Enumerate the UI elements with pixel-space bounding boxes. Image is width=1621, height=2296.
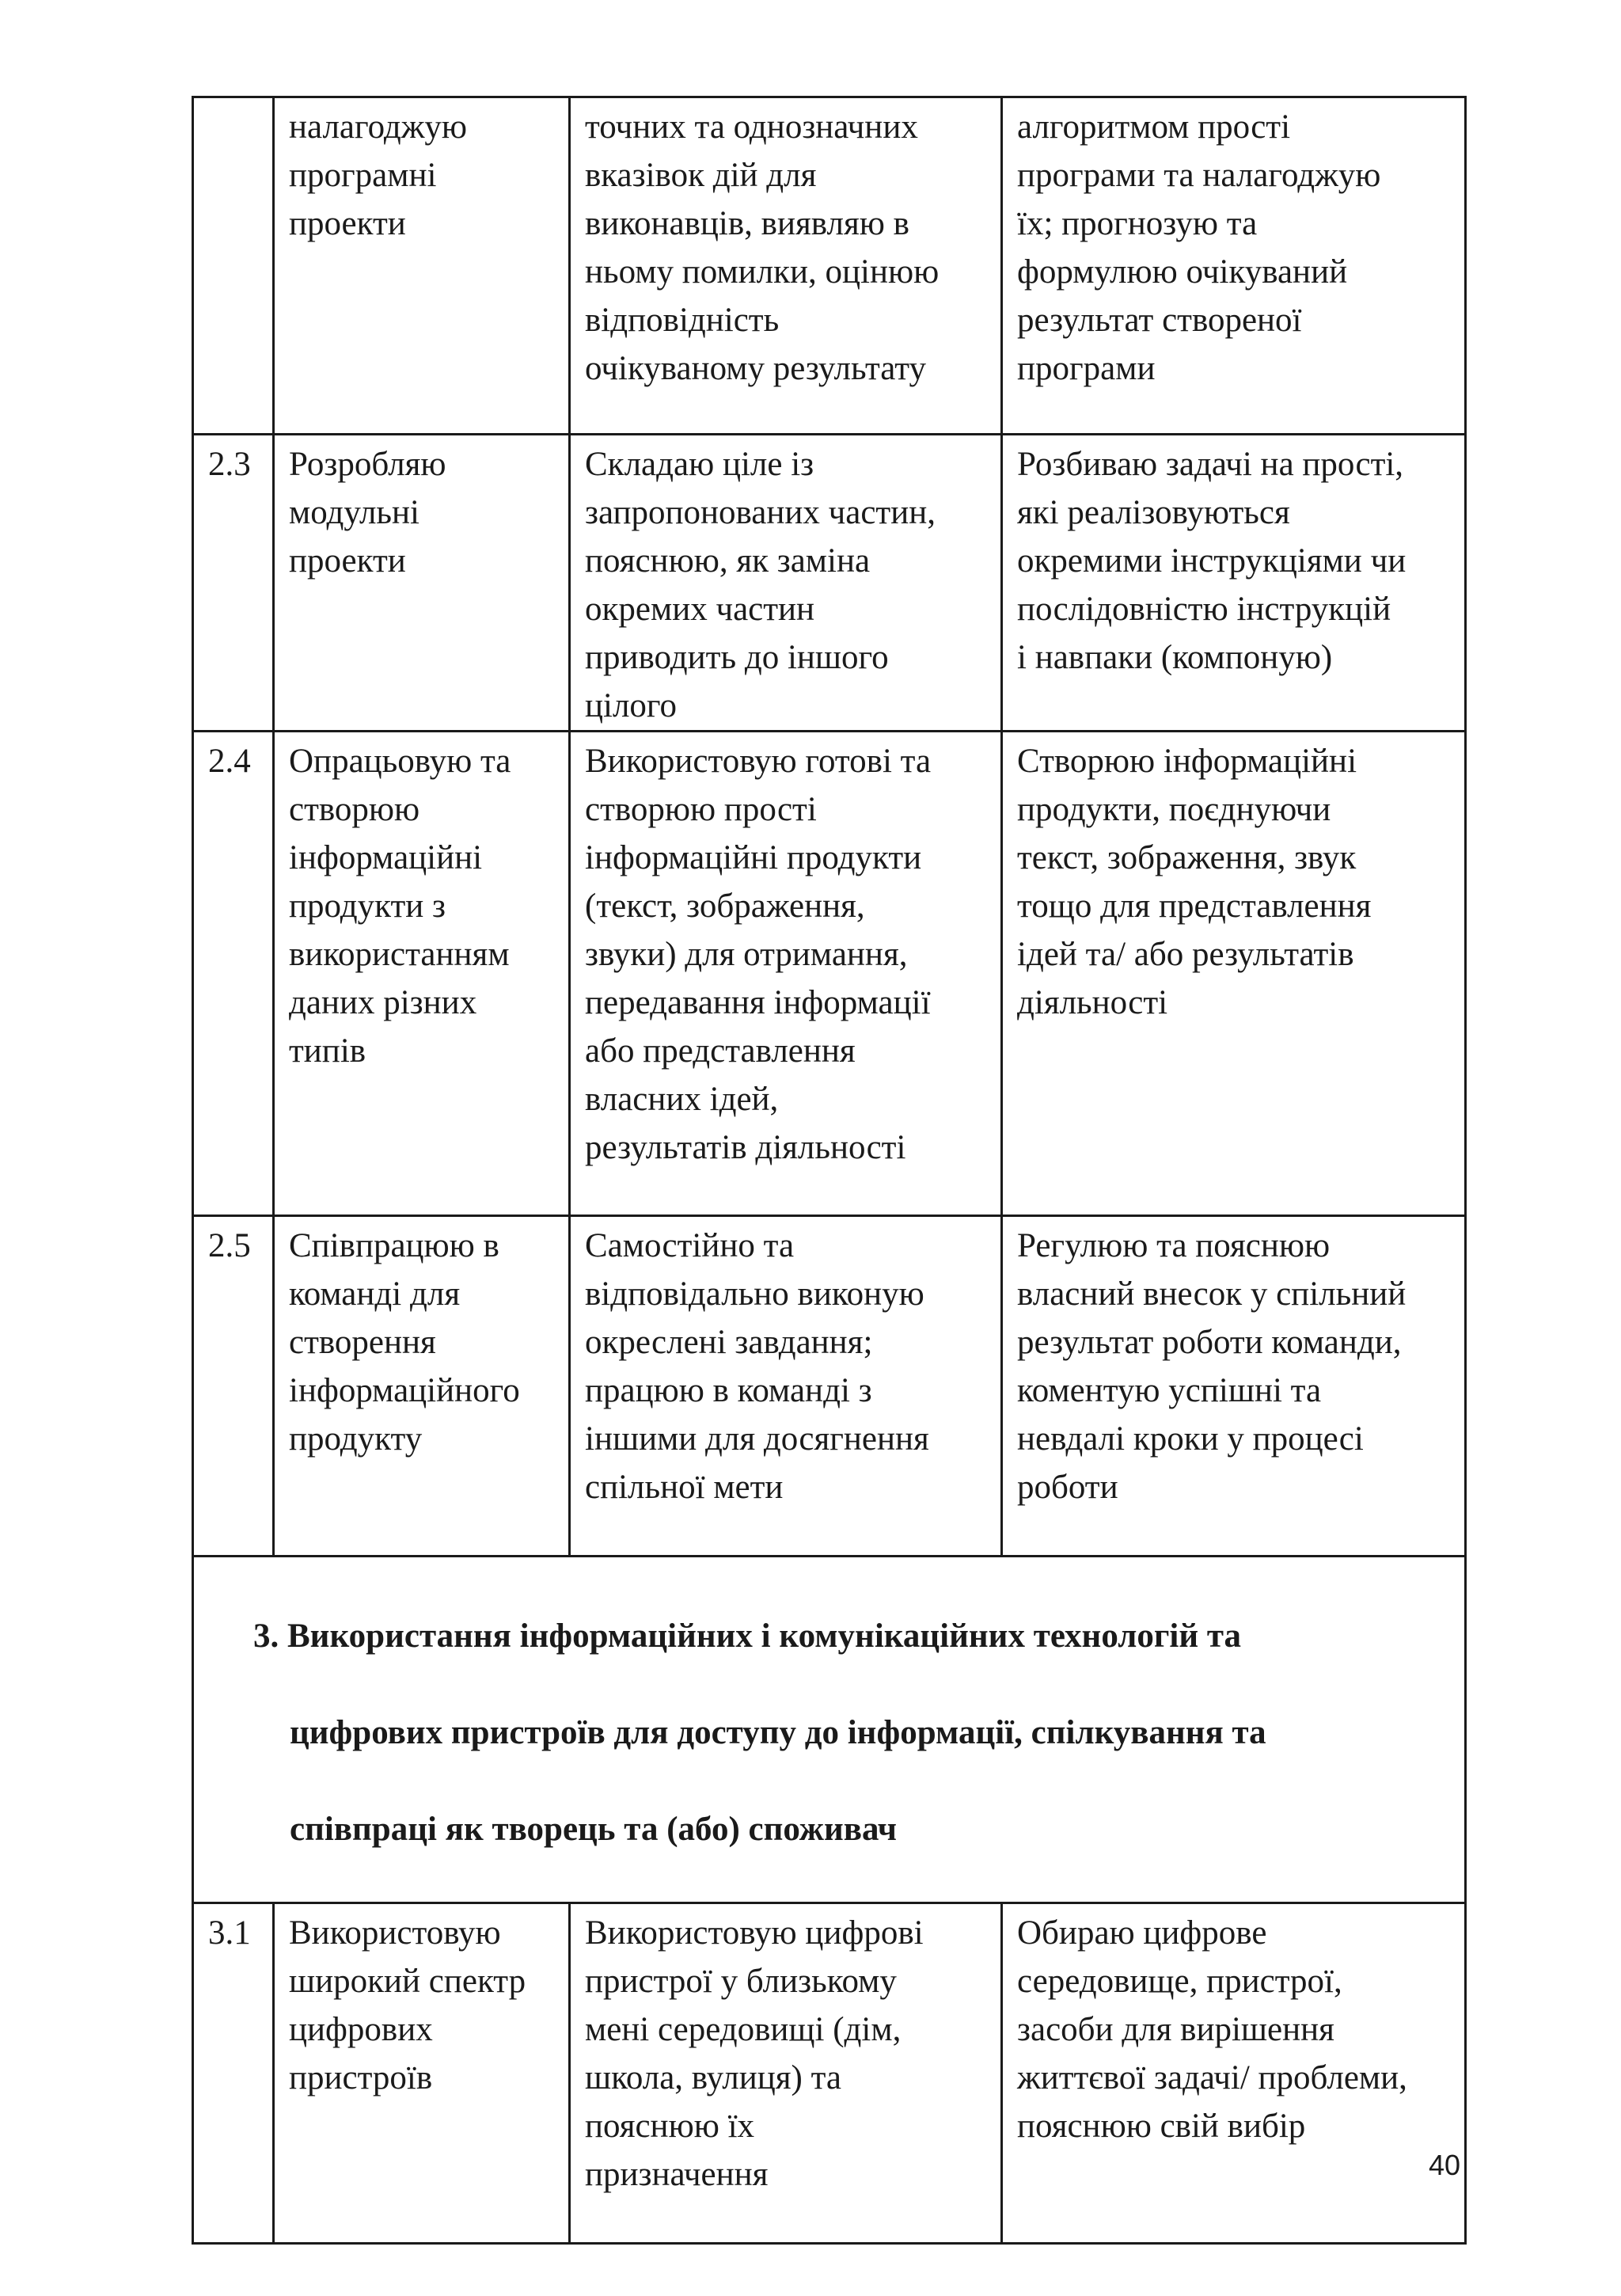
grade-3-4-cell: Розбиваю задачі на прості, які реалізовуються окремими інструкціями чи послідовністю інструкцій і навпаки (компоную) <box>1002 435 1466 732</box>
table-row-2-5 <box>193 1216 1466 1557</box>
table-row-continued <box>193 97 1466 435</box>
grade-3-4-cell: Обираю цифрове середовище, пристрої, засоби для вирішення життєвої задачі/ проблеми, пояснюю свій вибір <box>1002 1903 1466 2244</box>
section-heading-line-1: 3. Використання інформаційних і комунікаційних технологій та <box>253 1617 1242 1655</box>
grade-1-2-cell: точних та однозначних вказівок дій для виконавців, виявляю в ньому помилки, оцінюю відповідність очікуваному результату <box>570 97 1002 435</box>
grade-1-2-cell: Складаю ціле із запропонованих частин, пояснюю, як заміна окремих частин приводить до іншого цілого <box>570 435 1002 732</box>
row-number-cell: 2.5 <box>193 1216 274 1557</box>
result-cell: Співпрацюю в команді для створення інформаційного продукту <box>274 1216 570 1557</box>
row-number-cell: 2.3 <box>193 435 274 732</box>
table-row-2-4 <box>193 732 1466 1216</box>
table-row-3-1 <box>193 1903 1466 2244</box>
page-number: 40 <box>1428 2149 1460 2181</box>
table-row-2-3 <box>193 435 1466 732</box>
row-number-cell: 2.4 <box>193 732 274 1216</box>
row-number-cell: 3.1 <box>193 1903 274 2244</box>
grade-3-4-cell: Створюю інформаційні продукти, поєднуючи текст, зображення, звук тощо для представлення ідей та/ або результатів діяльності <box>1002 732 1466 1216</box>
row-number-cell <box>193 97 274 435</box>
section-heading-line-2: цифрових пристроїв для доступу до інформації, спілкування та <box>290 1714 1266 1751</box>
grade-3-4-cell: Регулюю та пояснюю власний внесок у спільний результат роботи команди, коментую успішні та невдалі кроки у процесі роботи <box>1002 1216 1466 1557</box>
grade-1-2-cell: Самостійно та відповідально виконую окреслені завдання; працюю в команді з іншими для досягнення спільної мети <box>570 1216 1002 1557</box>
result-cell: Опрацьовую та створюю інформаційні продукти з використанням даних різних типів <box>274 732 570 1216</box>
table-section-header <box>193 1557 1466 1903</box>
result-cell: Використовую широкий спектр цифрових пристроїв <box>274 1903 570 2244</box>
grade-1-2-cell: Використовую готові та створюю прості інформаційні продукти (текст, зображення, звуки) для отримання, передавання інформації або представлення власних ідей, результатів діяльності <box>570 732 1002 1216</box>
result-cell: налагоджую програмні проекти <box>274 97 570 435</box>
grade-1-2-cell: Використовую цифрові пристрої у близькому мені середовищі (дім, школа, вулиця) та пояснюю їх призначення <box>570 1903 1002 2244</box>
section-heading-line-3: співпраці як творець та (або) споживач <box>290 1811 898 1848</box>
competency-table <box>192 96 1467 2245</box>
result-cell: Розробляю модульні проекти <box>274 435 570 732</box>
grade-3-4-cell: алгоритмом прості програми та налагоджую їх; прогнозую та формулюю очікуваний результат створеної програми <box>1002 97 1466 435</box>
section-heading-cell <box>193 1557 1466 1903</box>
